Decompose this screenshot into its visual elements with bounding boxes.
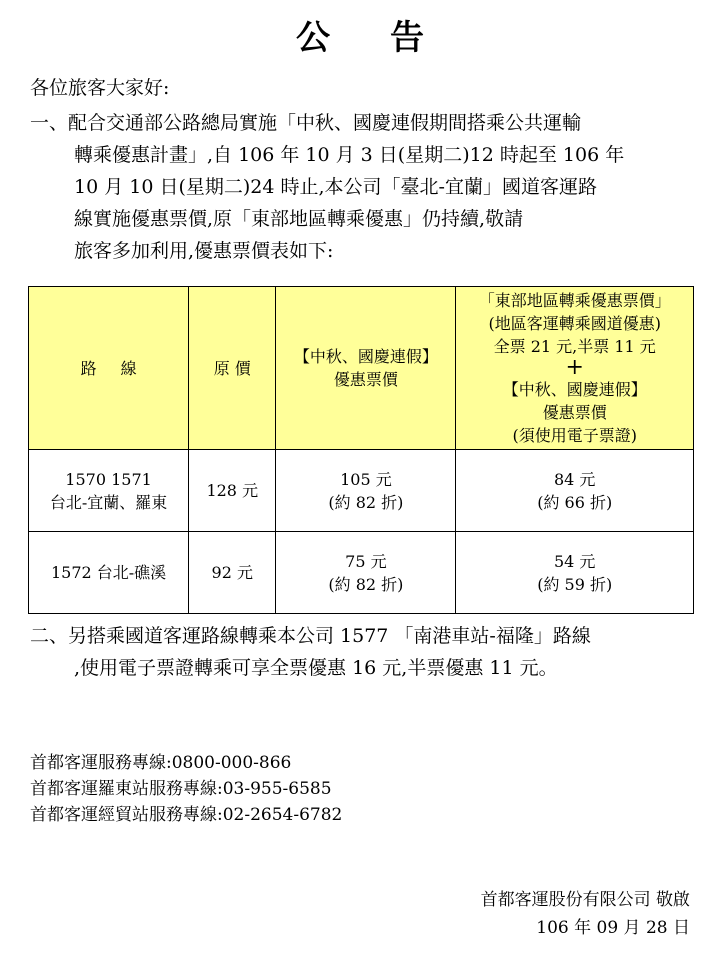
item1-line: 線實施優惠票價,原「東部地區轉乘優惠」仍持續,敬請 bbox=[74, 208, 524, 230]
signoff bbox=[481, 886, 690, 942]
hotline-main: 首都客運服務專線:0800-000-866 bbox=[30, 753, 292, 773]
notice-item-2 bbox=[30, 620, 591, 684]
header-holiday-line: 優惠票價 bbox=[333, 370, 398, 389]
item2-line: 二、另搭乘國道客運路線轉乘本公司 1577 「南港車站-福隆」路線 bbox=[30, 625, 591, 647]
item1-line: 旅客多加利用,優惠票價表如下: bbox=[74, 240, 334, 262]
header-combined-line: (地區客運轉乘國道優惠) bbox=[488, 314, 661, 333]
item1-line: 轉乘優惠計畫」,自 106 年 10 月 3 日(星期二)12 時起至 106 年 bbox=[74, 144, 625, 166]
item2-line: ,使用電子票證轉乘可享全票優惠 16 元,半票優惠 11 元。 bbox=[74, 657, 558, 679]
header-combined-line: 【中秋、國慶連假】 bbox=[502, 380, 647, 399]
fare-discount: (約 59 折) bbox=[537, 574, 613, 594]
fare-discount: (約 82 折) bbox=[328, 574, 404, 594]
fare-value: 105 元 bbox=[340, 469, 392, 489]
cell-holiday-fare bbox=[276, 532, 456, 614]
cell-combined-fare bbox=[456, 532, 694, 614]
signoff-company: 首都客運股份有限公司 敬啟 bbox=[480, 890, 690, 910]
hotline-jingmao: 首都客運經貿站服務專線:02-2654-6782 bbox=[30, 805, 343, 825]
cell-route bbox=[29, 450, 189, 532]
item1-line: 10 月 10 日(星期二)24 時止,本公司「臺北-宜蘭」國道客運路 bbox=[74, 176, 597, 198]
header-holiday-line: 【中秋、國慶連假】 bbox=[293, 347, 438, 366]
fare-value: 54 元 bbox=[553, 551, 596, 571]
cell-original-price: 92 元 bbox=[189, 532, 276, 614]
header-holiday-fare bbox=[276, 287, 456, 450]
fare-table bbox=[28, 286, 694, 614]
table-row bbox=[29, 450, 694, 532]
header-original-price: 原 價 bbox=[189, 287, 276, 450]
cell-original-price: 128 元 bbox=[189, 450, 276, 532]
header-route: 路線 bbox=[29, 287, 189, 450]
header-combined-fare bbox=[456, 287, 694, 450]
header-combined-line: 「東部地區轉乘優惠票價」 bbox=[478, 291, 671, 310]
fare-discount: (約 66 折) bbox=[537, 492, 613, 512]
page-title: 公告 bbox=[296, 18, 484, 58]
table-row bbox=[29, 532, 694, 614]
fare-value: 84 元 bbox=[553, 469, 596, 489]
signoff-date: 106 年 09 月 28 日 bbox=[536, 918, 690, 938]
header-combined-line: 優惠票價 bbox=[542, 403, 607, 422]
header-combined-line: 全票 21 元,半票 11 元 bbox=[493, 337, 656, 356]
plus-sign: + bbox=[565, 355, 584, 380]
header-combined-line: (須使用電子票證) bbox=[512, 426, 637, 445]
cell-route: 1572 台北-礁溪 bbox=[29, 532, 189, 614]
notice-item-1 bbox=[30, 107, 624, 267]
cell-combined-fare bbox=[456, 450, 694, 532]
fare-value: 75 元 bbox=[345, 551, 387, 571]
item1-line: 一、配合交通部公路總局實施「中秋、國慶連假期間搭乘公共運輸 bbox=[30, 112, 582, 134]
route-line: 1570 1571 bbox=[65, 469, 152, 489]
hotline-luodong: 首都客運羅東站服務專線:03-955-6585 bbox=[30, 779, 332, 799]
route-line: 台北-宜蘭、羅東 bbox=[49, 492, 168, 512]
greeting: 各位旅客大家好: bbox=[30, 77, 170, 99]
fare-discount: (約 82 折) bbox=[328, 492, 404, 512]
fare-table-header bbox=[29, 287, 694, 450]
cell-holiday-fare bbox=[276, 450, 456, 532]
